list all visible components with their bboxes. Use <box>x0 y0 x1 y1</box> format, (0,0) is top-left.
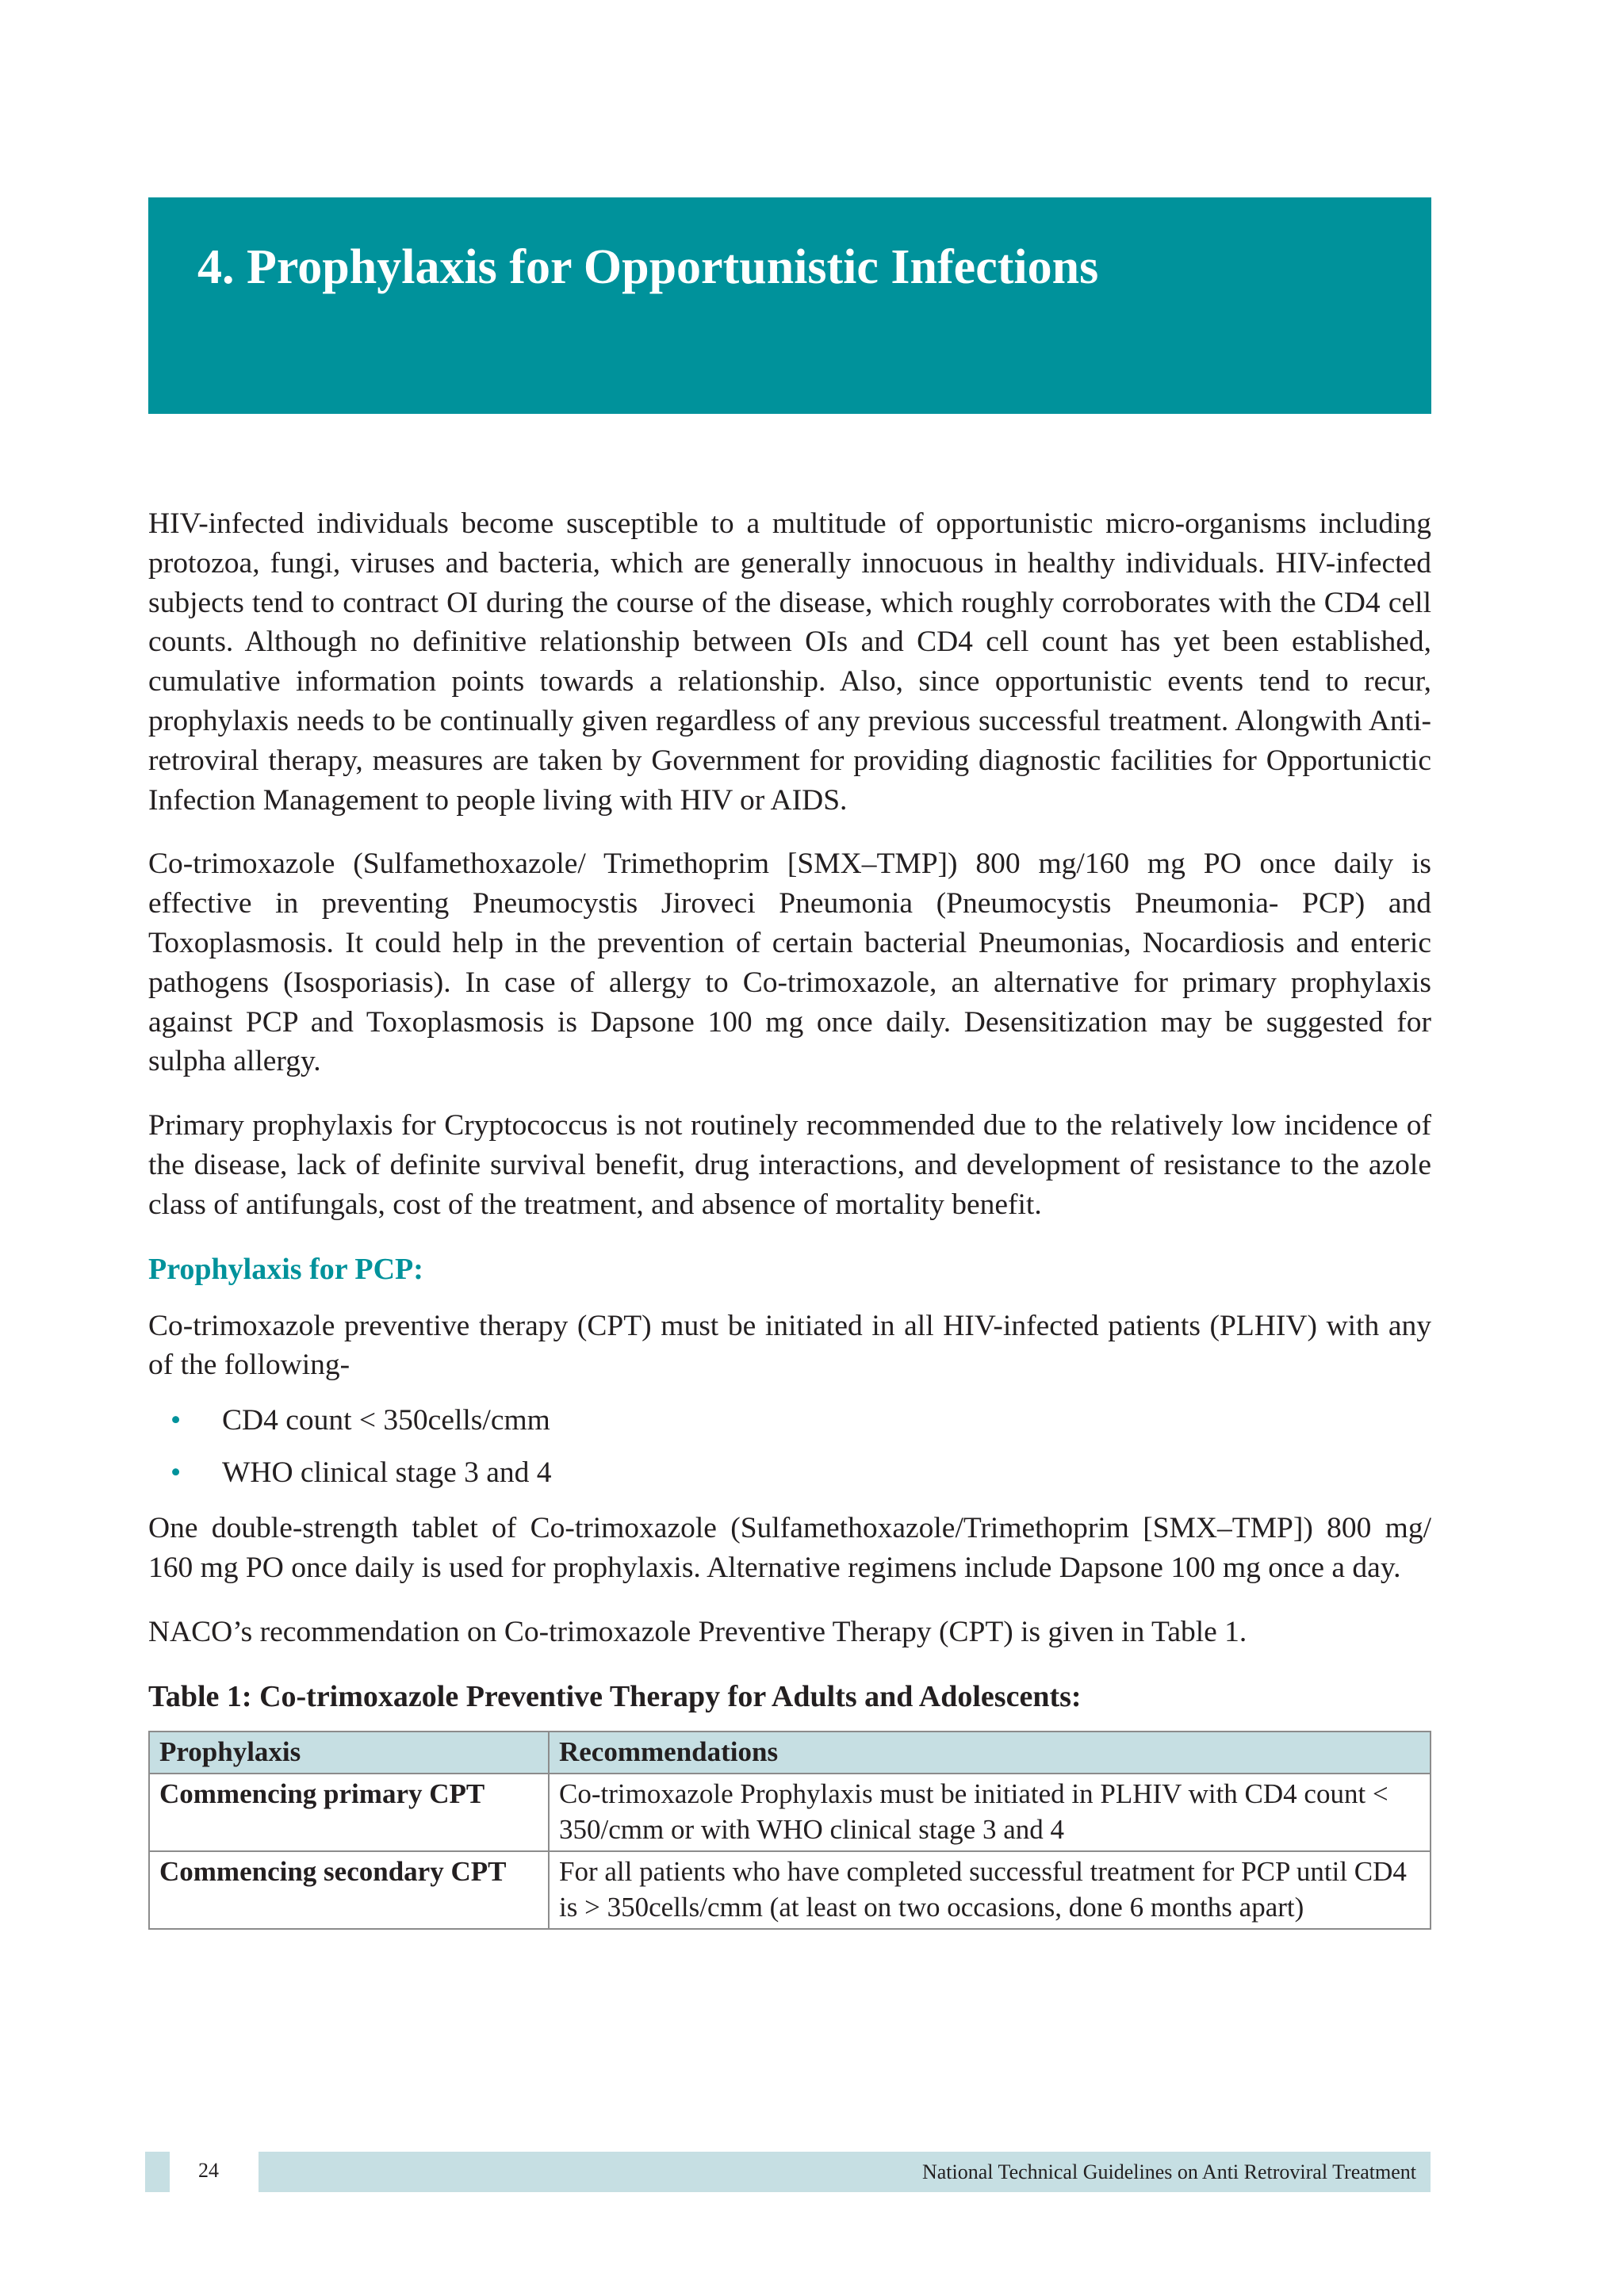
table-cell-recommendation: For all patients who have completed successful treatment for PCP until CD4 is > 350cells/cmm (at least on two occasions, done 6 months apart) <box>549 1851 1431 1929</box>
table-header-prophylaxis: Prophylaxis <box>149 1732 549 1774</box>
criteria-list <box>148 1401 1431 1506</box>
table-title: Table 1: Co-trimoxazole Preventive Therapy for Adults and Adolescents: <box>148 1679 1082 1713</box>
table-row <box>149 1851 1431 1929</box>
list-item-text: WHO clinical stage 3 and 4 <box>222 1456 552 1490</box>
table-row <box>149 1774 1431 1851</box>
list-item-text: CD4 count < 350cells/cmm <box>222 1404 550 1437</box>
paragraph-cotrimoxazole: Co-trimoxazole (Sulfamethoxazole/ Trimethoprim [SMX–TMP]) 800 mg/160 mg PO once daily is effective in preventing Pneumocystis Jiroveci Pneumonia (Pneumocystis Pneumonia- PCP) and Toxoplasmosis. It could help in the prevention of certain bacterial Pneumonias, Nocardiosis and enteric pathogens (Isosporiasis). In case of allergy to Co-trimoxazole, an alternative for primary prophylaxis against PCP and Toxoplasmosis is Dapsone 100 mg once daily. Desensitization may be suggested for sulpha allergy. <box>148 848 1431 1078</box>
footer-bar <box>259 2152 1431 2192</box>
chapter-title: 4. Prophylaxis for Opportunistic Infections <box>197 240 1099 294</box>
cpt-table <box>148 1731 1431 1930</box>
paragraph-cpt-criteria: Co-trimoxazole preventive therapy (CPT) must be initiated in all HIV-infected patients (PLHIV) with any of the following- <box>148 1309 1431 1382</box>
page-content <box>148 504 1431 1930</box>
table-header-row <box>149 1732 1431 1774</box>
paragraph-intro: HIV-infected individuals become susceptible to a multitude of opportunistic micro-organisms including protozoa, fungi, viruses and bacteria, which are generally innocuous in healthy individuals. HIV-infected subjects tend to contract OI during the course of the disease, which roughly corroborates with the CD4 cell counts. Although no definitive relationship between OIs and CD4 cell count has yet been established, cumulative information points towards a relationship. Also, since opportunistic events tend to recur, prophylaxis needs to be continually given regardless of any previous successful treatment. Alongwith Anti-retroviral therapy, measures are taken by Government for providing diagnostic facilities for Opportunictic Infection Management to people living with HIV or AIDS. <box>148 507 1431 817</box>
table-cell-prophylaxis: Commencing primary CPT <box>149 1774 549 1851</box>
footer-accent-block <box>145 2152 170 2192</box>
table-cell-prophylaxis: Commencing secondary CPT <box>149 1851 549 1929</box>
table-header-recommendations: Recommendations <box>549 1732 1431 1774</box>
bullet-icon: • <box>170 1404 182 1437</box>
list-item <box>148 1453 1431 1506</box>
paragraph-cryptococcus: Primary prophylaxis for Cryptococcus is not routinely recommended due to the relatively low incidence of the disease, lack of definite survival benefit, drug interactions, and development of resistance to the azole class of antifungals, cost of the treatment, and absence of mortality benefit. <box>148 1109 1431 1221</box>
paragraph-naco-reference: NACO’s recommendation on Co-trimoxazole Preventive Therapy (CPT) is given in Table 1. <box>148 1615 1247 1648</box>
list-item <box>148 1401 1431 1453</box>
table-cell-recommendation: Co-trimoxazole Prophylaxis must be initiated in PLHIV with CD4 count < 350/cmm or with WHO clinical stage 3 and 4 <box>549 1774 1431 1851</box>
paragraph-dosage: One double-strength tablet of Co-trimoxazole (Sulfamethoxazole/Trimethoprim [SMX–TMP]) 800 mg/ 160 mg PO once daily is used for prophylaxis. Alternative regimens include Dapsone 100 mg once a day. <box>148 1512 1431 1584</box>
section-heading-pcp: Prophylaxis for PCP: <box>148 1252 423 1286</box>
footer-title: National Technical Guidelines on Anti Retroviral Treatment <box>921 2160 1416 2183</box>
chapter-banner <box>148 197 1431 414</box>
page-number: 24 <box>198 2159 219 2182</box>
bullet-icon: • <box>170 1456 182 1490</box>
